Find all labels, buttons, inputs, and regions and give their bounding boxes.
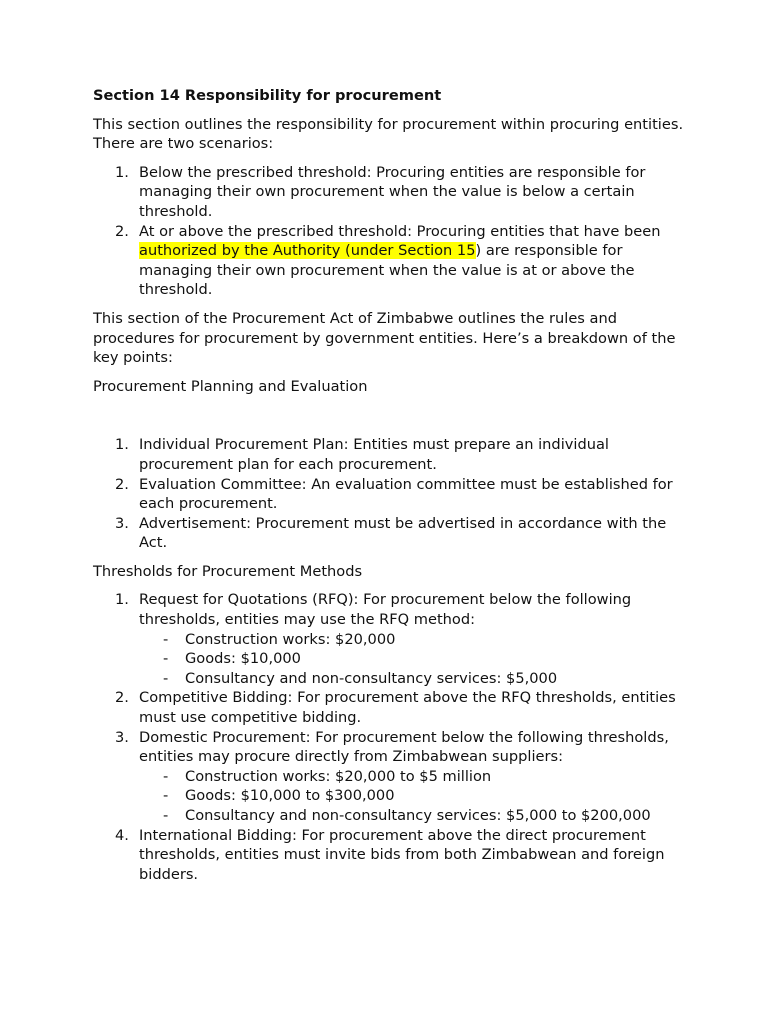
sub-item-text: Goods: $10,000 (185, 650, 301, 668)
sub-list-item (163, 649, 698, 669)
list-item-text: Competitive Bidding: For procurement above the RFQ thresholds, entities must use competitive bidding. (139, 689, 676, 727)
list-item-text: International Bidding: For procurement above the direct procurement thresholds, entities must invite bids from both Zimbabwean and foreign bidders. (139, 826, 665, 883)
list-item-text: ) are responsible for managing their own procurement when the value is at or above the threshold. (139, 242, 635, 299)
section-title: Section 14 Responsibility for procurement (93, 87, 442, 104)
list-number: 1. (115, 436, 129, 454)
sub-list-item (163, 786, 698, 806)
list-item-text: At or above the prescribed threshold: Procuring entities that have been (139, 222, 661, 240)
sub-item-text: Consultancy and non-consultancy services: $5,000 to $200,000 (185, 807, 651, 824)
sub-list-item (163, 630, 698, 650)
scenarios-list (93, 163, 698, 300)
list-number: 2. (115, 475, 129, 493)
sub-item-text: Consultancy and non-consultancy services: $5,000 (185, 669, 558, 687)
list-item-text: Individual Procurement Plan: Entities must prepare an individual procurement plan for each procurement. (139, 436, 609, 473)
highlighted-text: authorized by the Authority (under Section 15 (139, 242, 476, 260)
list-number: 1. (115, 591, 129, 609)
list-item-text: Evaluation Committee: An evaluation committee must be established for each procurement. (139, 475, 673, 513)
list-item (115, 826, 698, 885)
intro-paragraph: This section outlines the responsibility for procurement within procuring entities. There are two scenarios: (93, 115, 684, 153)
list-item (115, 435, 698, 474)
sub-list-item (163, 806, 698, 826)
list-item-text: Request for Quotations (RFQ): For procurement below the following thresholds, entities may use the RFQ method: (139, 591, 632, 629)
list-number: 1. (115, 163, 129, 181)
planning-list (93, 435, 698, 553)
list-item (115, 688, 698, 727)
list-number: 2. (115, 222, 129, 240)
dash-bullet: - (163, 807, 169, 824)
sub-list (139, 630, 698, 689)
sub-list-item (163, 767, 698, 787)
sub-list-item (163, 669, 698, 689)
sub-item-text: Construction works: $20,000 (185, 630, 396, 648)
overview-paragraph: This section of the Procurement Act of Zimbabwe outlines the rules and procedures for procurement by government entities. Here’s a breakdown of the key points: (93, 309, 676, 367)
dash-bullet: - (163, 650, 169, 668)
list-item (115, 222, 698, 300)
list-number: 3. (115, 728, 129, 746)
dash-bullet: - (163, 669, 169, 687)
list-number: 2. (115, 689, 129, 707)
list-item (115, 163, 698, 222)
list-number: 3. (115, 514, 129, 532)
list-item (115, 514, 698, 553)
dash-bullet: - (163, 630, 169, 648)
list-item (115, 728, 698, 826)
list-number: 4. (115, 826, 129, 844)
list-item-text: Domestic Procurement: For procurement below the following thresholds, entities may procure directly from Zimbabwean suppliers: (139, 728, 669, 766)
dash-bullet: - (163, 767, 169, 785)
subheading-planning: Procurement Planning and Evaluation (93, 377, 368, 395)
list-item (115, 590, 698, 688)
blank-line (93, 405, 698, 435)
sub-item-text: Goods: $10,000 to $300,000 (185, 787, 395, 805)
dash-bullet: - (163, 787, 169, 805)
list-item (115, 475, 698, 514)
list-item-text: Advertisement: Procurement must be advertised in accordance with the Act. (139, 514, 667, 552)
sub-list (139, 767, 698, 826)
list-item-text: Below the prescribed threshold: Procuring entities are responsible for managing their own procurement when the value is below a certain threshold. (139, 163, 646, 220)
sub-item-text: Construction works: $20,000 to $5 million (185, 767, 492, 785)
thresholds-list (93, 590, 698, 884)
subheading-thresholds: Thresholds for Procurement Methods (93, 562, 363, 580)
